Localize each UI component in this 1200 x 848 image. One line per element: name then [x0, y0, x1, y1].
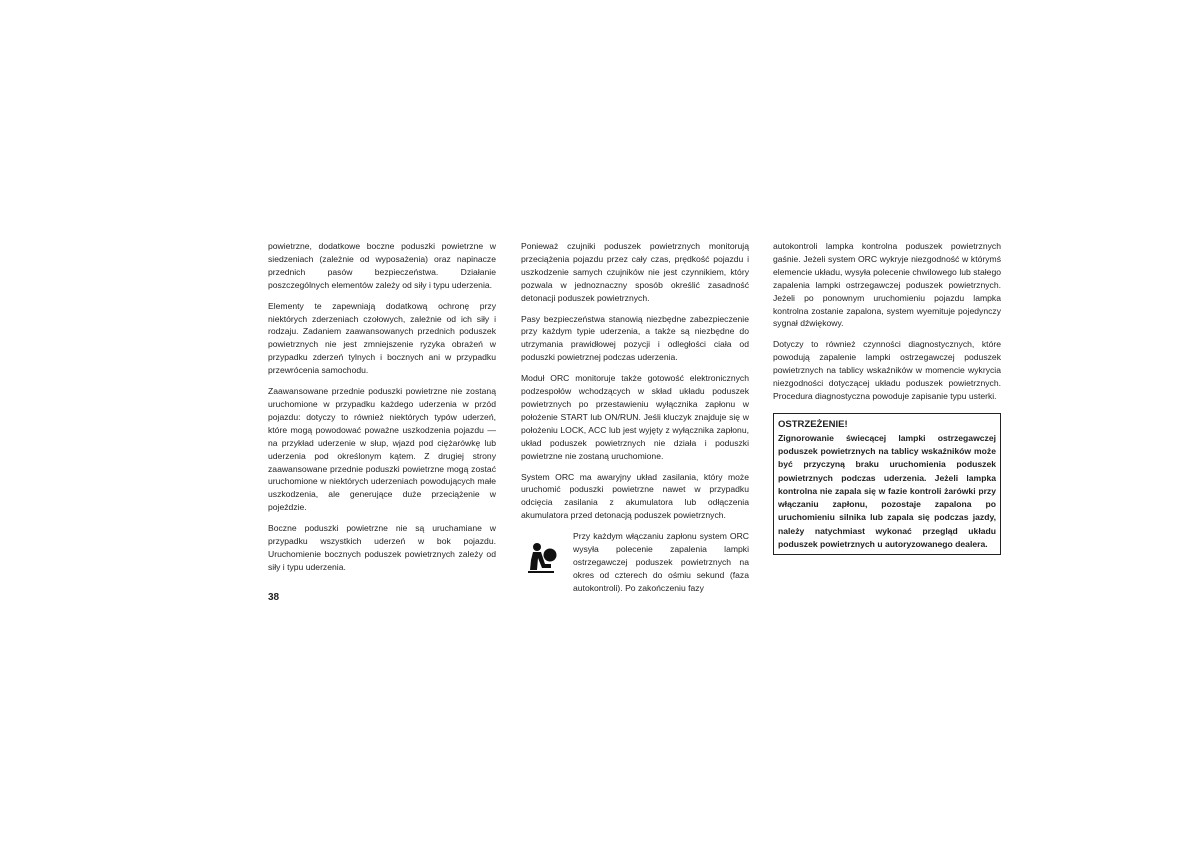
- paragraph: Zaawansowane przednie poduszki powietrzne nie zostaną uruchomione w przypadku każdego uderzenia w przód pojazdu: dotyczy to również niektórych typów uderzeń, które mogą powodować poważne uszkodzenia pojazdu — na przykład uderzenie w słup, wjazd pod ciężarówkę lub uderzenia pod określonym kątem. Z drugiej strony zaawansowane przednie poduszki powietrzne mogą zostać uruchomione w niektórych uderzeniach powodujących małe uszkodzenia, ale generujące duże przeciążenie w pojeździe.: [268, 386, 496, 513]
- paragraph: Dotyczy to również czynności diagnostycznych, które powodują zapalenie lampki ostrzegawczej poduszek powietrznych na tablicy wskaźników w momencie wykrycia niezgodności dotyczącej układu poduszek powietrznych. Procedura diagnostyczna powoduje zapisanie typu usterki.: [773, 339, 1001, 401]
- text-column-1: [268, 240, 496, 582]
- text-column-3: [773, 240, 1001, 555]
- paragraph: Boczne poduszki powietrzne nie są uruchamiane w przypadku wszystkich uderzeń w bok pojazdu. Uruchomienie bocznych poduszek powietrznych zależy od siły i typu uderzenia.: [268, 523, 496, 572]
- warning-box: [773, 413, 1001, 555]
- warning-title: OSTRZEŻENIE!: [778, 418, 848, 430]
- icon-paragraph: [521, 530, 749, 595]
- paragraph: autokontroli lampka kontrolna poduszek powietrznych gaśnie. Jeżeli system ORC wykryje niezgodność w którymś elemencie układu, wysyła polecenie chwilowego lub stałego zapalenia lampki ostrzegawczej poduszek powietrznych. Jeżeli po ponownym uruchomieniu pojazdu lampka kontrolna zostanie zapalona, system wyemituje pojedynczy sygnał dźwiękowy.: [773, 241, 1001, 329]
- paragraph: Moduł ORC monitoruje także gotowość elektronicznych podzespołów wchodzących w skład układu poduszek powietrznych po przestawieniu wyłącznika zapłonu w położenie START lub ON/RUN. Jeśli kluczyk znajduje się w położeniu LOCK, ACC lub jest wyjęty z wyłącznika zapłonu, układ poduszek powietrznych nie działa i poduszki powietrzne nie zostaną uruchomione.: [521, 373, 749, 461]
- paragraph: powietrzne, dodatkowe boczne poduszki powietrzne w siedzeniach (zależnie od wyposażenia) oraz napinacze przednich pasów bezpieczeństwa. Działanie poszczególnych elementów zależy od siły i typu uderzenia.: [268, 241, 496, 290]
- paragraph: Pasy bezpieczeństwa stanowią niezbędne zabezpieczenie przy każdym typie uderzenia, a także są niezbędne do utrzymania prawidłowej pozycji i odległości ciała od poduszki powietrznej podczas uderzenia.: [521, 313, 749, 363]
- paragraph: Ponieważ czujniki poduszek powietrznych monitorują przeciążenia pojazdu przez cały czas, prędkość pojazdu i uszkodzenie samych czujników nie jest czynnikiem, który pozwala w jednoznaczny sposób określić zasadność detonacji poduszek powietrznych.: [521, 241, 749, 303]
- paragraph: Elementy te zapewniają dodatkową ochronę przy niektórych zderzeniach czołowych, zależnie od ich siły i rodzaju. Zadaniem zaawansowanych przednich poduszek powietrznych nie jest zmniejszenie ryzyka obrażeń w przypadku zderzeń tylnych i bocznych ani w przypadku przewrócenia samochodu.: [268, 300, 496, 376]
- airbag-warning-icon: [521, 538, 565, 578]
- page-number: 38: [268, 592, 280, 603]
- text-column-2: [521, 240, 749, 595]
- warning-text: Zignorowanie świecącej lampki ostrzegawczej poduszek powietrznych na tablicy wskaźników może być przyczyną braku uruchomienia poduszek powietrznych podczas uderzenia. Jeżeli lampka kontrolna nie zapala się w fazie kontroli żarówki przy włączaniu zapłonu, pozostaje zapalona po uruchomieniu silnika lub zapala się podczas jazdy, należy natychmiast wykonać przegląd układu poduszek powietrznych u autoryzowanego dealera.: [778, 433, 996, 549]
- paragraph: System ORC ma awaryjny układ zasilania, który może uruchomić poduszki powietrzne nawet w przypadku odcięcia zasilania z akumulatora lub odłączenia akumulatora przed detonacją poduszek powietrznych.: [521, 471, 749, 521]
- paragraph: Przy każdym włączaniu zapłonu system ORC wysyła polecenie zapalenia lampki ostrzegawczej poduszek powietrznych na okres od czterech do ośmiu sekund (faza autokontroli). Po zakończeniu fazy: [573, 531, 749, 593]
